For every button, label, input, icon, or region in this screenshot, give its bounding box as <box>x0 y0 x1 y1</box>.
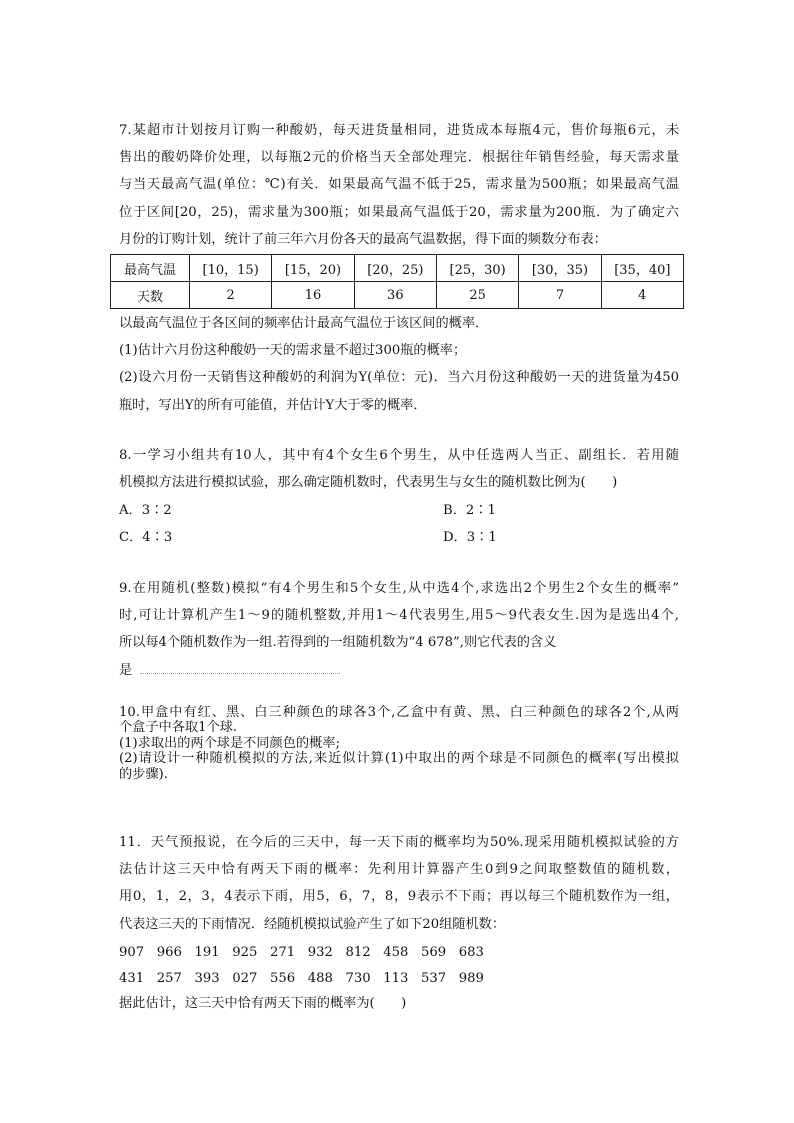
options-row <box>119 497 539 524</box>
q7-line-2: 售出的酸奶降价处理，以每瓶2元的价格当天全部处理完．根据往年销售经验，每天需求量 <box>119 150 679 166</box>
q7-line-1: 7.某超市计划按月订购一种酸奶，每天进货量相同，进货成本每瓶4元，售价每瓶6元，未 <box>119 123 679 138</box>
table-row-temperature <box>111 255 684 282</box>
question-11 <box>119 829 679 938</box>
q10-line-3: (1)求取出的两个球是不同颜色的概率; <box>119 735 340 751</box>
table-header-temperature: 最高气温 <box>111 255 190 282</box>
q11-question: 据此估计，这三天中恰有两天下雨的概率为( ) <box>119 996 407 1011</box>
q7-line-5: 月份的订购计划，统计了前三年六月份各天的最高气温数据，得下面的频数分布表： <box>119 231 607 247</box>
q11-line-4: 代表这三天的下雨情况．经随机模拟试验产生了如下20组随机数： <box>119 916 506 932</box>
question-7 <box>119 117 679 253</box>
table-cell-interval: [25，30) <box>436 255 518 282</box>
option-c: C．4∶3 <box>119 530 173 546</box>
table-cell-days: 4 <box>601 282 683 309</box>
table-cell-interval: [35，40] <box>601 255 683 282</box>
table-cell-days: 36 <box>354 282 436 309</box>
q7-part-1: (1)估计六月份这种酸奶一天的需求量不超过300瓶的概率； <box>119 343 467 359</box>
frequency-table <box>110 254 684 309</box>
option-b: B．2∶1 <box>443 503 496 518</box>
table-cell-interval: [15，20) <box>272 255 354 282</box>
table-cell-interval: [20，25) <box>354 255 436 282</box>
q10-line-2: 个盒子中各取1个球. <box>119 720 238 736</box>
option-a: A．3∶2 <box>119 503 172 518</box>
q11-line-3: 用0，1，2，3，4表示下雨，用5，6，7，8，9表示不下雨；再以每三个随机数作为一组， <box>119 889 679 905</box>
q9-line-4 <box>119 657 679 684</box>
q10-line-5: 的步骤). <box>119 766 168 782</box>
options-row <box>119 524 539 551</box>
q7-after-line-1: 以最高气温位于各区间的频率估计最高气温位于该区间的概率． <box>119 316 489 331</box>
table-cell-days: 25 <box>436 282 518 309</box>
table-cell-days: 2 <box>190 282 272 309</box>
q11-line-1: 11．天气预报说，在今后的三天中，每一天下雨的概率均为50%.现采用随机模拟试验的方 <box>119 835 679 850</box>
question-8 <box>119 442 679 496</box>
table-header-days: 天数 <box>111 282 190 309</box>
table-row-days <box>111 282 684 309</box>
q9-line-2: 时,可让计算机产生1～9的随机整数,并用1～4代表男生,用5～9代表女生.因为是选出4个, <box>119 608 679 624</box>
q7-line-3: 与当天最高气温(单位：℃)有关．如果最高气温不低于25，需求量为500瓶；如果最高气温 <box>119 177 679 193</box>
random-numbers-row-2: 431 257 393 027 556 488 730 113 537 989 <box>119 971 484 986</box>
q7-part-2-cont: 瓶时，写出Y的所有可能值，并估计Y大于零的概率． <box>119 397 427 413</box>
question-9 <box>119 575 679 684</box>
q7-part-2: (2)设六月份一天销售这种酸奶的利润为Y(单位：元)．当六月份这种酸奶一天的进货量为450 <box>119 370 679 386</box>
table-cell-days: 16 <box>272 282 354 309</box>
q8-options <box>119 497 539 551</box>
q8-line-1: 8.一学习小组共有10人，其中有4个女生6个男生，从中任选两人当正、副组长．若用随 <box>119 448 679 463</box>
q8-line-2: 机模拟方法进行模拟试验，那么确定随机数时，代表男生与女生的随机数比例为( ) <box>119 475 618 491</box>
q10-line-4: (2)请设计一种随机模拟的方法,来近似计算(1)中取出的两个球是不同颜色的概率(写出模拟 <box>119 751 679 767</box>
random-numbers-row-1: 907 966 191 925 271 932 812 458 569 683 <box>119 945 484 960</box>
question-7-continued <box>119 310 679 419</box>
option-d: D．3∶1 <box>443 530 497 546</box>
q9-line-1: 9.在用随机(整数)模拟“有4个男生和5个女生,从中选4个,求选出2个男生2个女生的概率” <box>119 581 679 596</box>
q7-line-4: 位于区间[20，25)，需求量为300瓶；如果最高气温低于20，需求量为200瓶．为了确定六 <box>119 204 679 220</box>
q9-line-3: 所以每4个随机数作为一组.若得到的一组随机数为“4 678”,则它代表的含义 <box>119 635 557 651</box>
random-numbers <box>119 940 679 992</box>
question-11-ask <box>119 990 679 1017</box>
table-cell-interval: [10，15) <box>190 255 272 282</box>
q10-line-1: 10.甲盒中有红、黑、白三种颜色的球各3个,乙盒中有黄、黑、白三种颜色的球各2个,从两 <box>119 705 679 720</box>
q11-line-2: 法估计这三天中恰有两天下雨的概率：先利用计算器产生0到9之间取整数值的随机数， <box>119 862 679 878</box>
question-10 <box>119 705 679 782</box>
answer-blank <box>140 672 340 674</box>
table-cell-interval: [30，35) <box>519 255 601 282</box>
table-cell-days: 7 <box>519 282 601 309</box>
q9-answer-prefix: 是 <box>119 662 133 678</box>
